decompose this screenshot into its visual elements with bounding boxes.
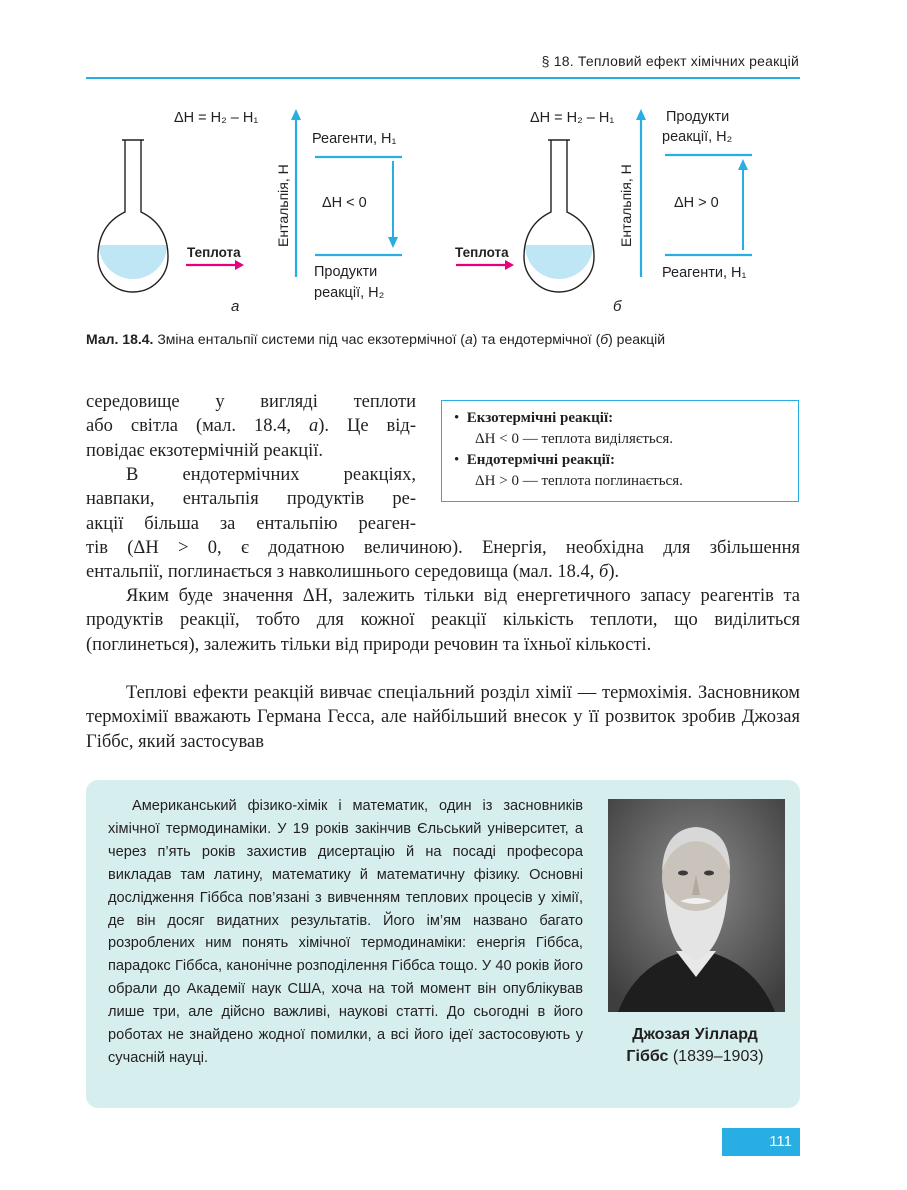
biography-panel — [86, 780, 800, 1108]
summary-box: • Екзотермічні реакції: ΔH < 0 — теплота виділяється. • Ендотермічні реакції: ΔH > 0 — теплота поглинається. — [441, 400, 799, 502]
flask-b — [524, 140, 594, 292]
products-label-b-line1: Продукти — [666, 109, 730, 125]
figure-18-4 — [86, 95, 800, 325]
summary-item-endo: • Ендотермічні реакції: — [454, 452, 615, 468]
paragraph-3: Яким буде значення ΔH, залежить тільки від енергетичного запасу реагентів та продуктів реакції, тобто для кожної реакції кількість теплоти, що виділиться (поглинеться), залежить тільки від природи речовин та їхньої кількості. — [86, 586, 800, 655]
delta-label-a: ΔH < 0 — [322, 195, 367, 211]
figure-caption: Мал. 18.4. Зміна ентальпії системи під час екзотермічної (а) та ендотермічної (б) реакцій — [86, 331, 666, 347]
portrait-image — [608, 799, 785, 1012]
paragraph-2-cont: тів (ΔH > 0, є додатною величиною). Енергія, необхідна для збільшення ентальпії, поглинається з навколишнього середовища (мал. 18.4, б). — [86, 538, 800, 583]
axis-label-b: Ентальпія, H — [618, 164, 634, 247]
products-label-b-line2: реакції, H₂ — [662, 129, 733, 145]
paragraph-4: Теплові ефекти реакцій вивчає спеціальний розділ хімії — термохімія. Засновником термохімії вважають Германа Гесса, але найбільший внесок у її розвиток зробив Джозая Гіббс, який застосував — [86, 683, 800, 752]
formula-b: ΔH = H₂ – H₁ — [530, 110, 615, 126]
running-header: § 18. Тепловий ефект хімічних реакцій — [541, 53, 799, 69]
products-label-a-line1: Продукти — [314, 264, 378, 280]
page-number: 111 — [722, 1128, 800, 1156]
heat-label-a: Теплота — [187, 245, 241, 260]
biography-text: Американський фізико-хімік і математик, один із засновників хімічної термодинаміки. У 19 років закінчив Єльський університет, а через п’ять років захистив дисертацію й на посаді професора викладав там латину, математику й математичну фізику. Основні дослідження Гіббса пов’язані з вивченням теплових процесів у хімії, де він досяг видатних результатів. Його ім’ям названо багато розроблених ним понять хімічної термодинаміки: енергія Гіббса, парадокс Гіббса, канонічне розподілення Гіббса тощо. У 40 років його обрали до Академії наук США, хоча на той момент він опублікував лише три, але дійсно важливі, наукові статті. До сьогодні в його роботах не знайдено жодної помилки, а всі його ідеї застосовують у сучасній науці. — [108, 798, 583, 1066]
axis-label-a: Ентальпія, H — [275, 164, 291, 247]
products-label-a-line2: реакції, H₂ — [314, 285, 385, 301]
enthalpy-diagram — [86, 95, 800, 325]
formula-a: ΔH = H₂ – H₁ — [174, 110, 259, 126]
caption-label: Мал. 18.4. — [86, 331, 154, 347]
panel-letter-b: б — [613, 298, 622, 315]
panel-letter-a: а — [231, 298, 240, 315]
portrait-caption: Джозая Уіллард Гіббс (1839–1903) — [626, 1026, 764, 1065]
summary-item-exo: • Екзотермічні реакції: — [454, 410, 614, 426]
paragraph-2: В ендотермічних реакціях, навпаки, ентальпія продуктів ре- акції більша за ентальпію реаген- — [86, 465, 416, 534]
heat-label-b: Теплота — [455, 245, 509, 260]
reagents-label-a: Реагенти, H₁ — [312, 131, 397, 147]
paragraph-1: середовище у вигляді теплоти або світла (мал. 18.4, а). Це від- повідає екзотермічній реакції. — [86, 392, 417, 461]
header-rule — [86, 77, 800, 79]
flask-a — [94, 139, 169, 292]
reagents-label-b: Реагенти, H₁ — [662, 265, 747, 281]
delta-label-b: ΔH > 0 — [674, 195, 719, 211]
gibbs-portrait — [608, 799, 785, 1012]
